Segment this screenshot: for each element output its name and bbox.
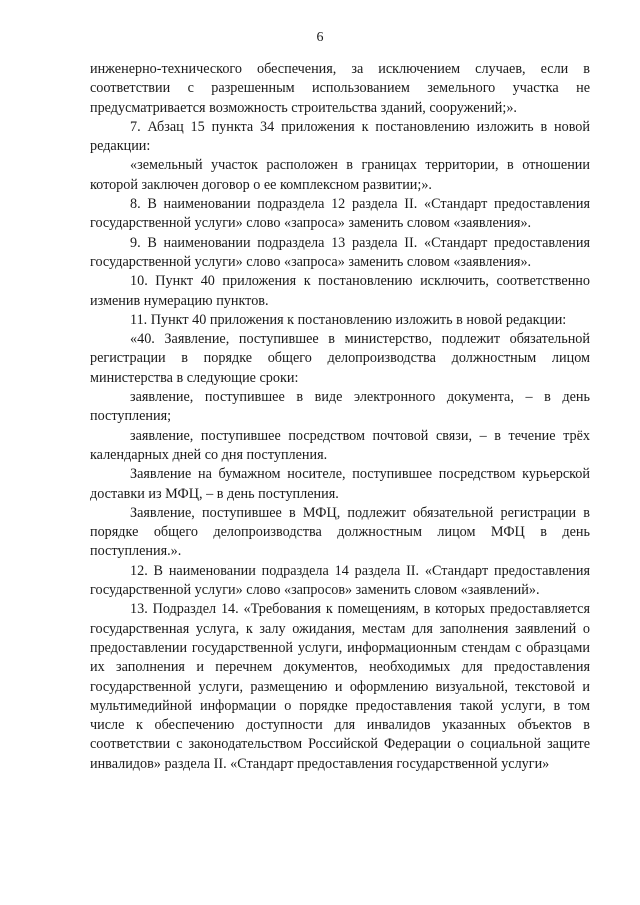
paragraph-mfc: Заявление, поступившее в МФЦ, подлежит обязательной регистрации в порядке общего делопроизводства должностным лицом МФЦ в день поступления.».: [90, 504, 590, 560]
paragraph-item-9: 9. В наименовании подраздела 13 раздела II. «Стандарт предоставления государственной услуги» слово «запроса» заменить словом «заявления».: [90, 234, 590, 270]
document-body: [90, 60, 590, 774]
paragraph-item-12: 12. В наименовании подраздела 14 раздела II. «Стандарт предоставления государственной услуги» слово «запросов» заменить словом «заявлений».: [90, 562, 590, 599]
page-number: 6: [316, 30, 324, 45]
paragraph-continuation: инженерно-технического обеспечения, за исключением случаев, если в соответствии с разрешенным использованием земельного участка не предусматривается возможность строительства зданий, сооружений;».: [90, 61, 590, 116]
paragraph-item-13: 13. Подраздел 14. «Требования к помещениям, в которых предоставляется государственная услуга, к залу ожидания, местам для заполнения заявлений о предоставлении государственной услуги, информационным стендам с образцами их заполнения и перечнем документов, необходимых для предоставления государственной услуги, размещению и оформлению визуальной, текстовой и мультимедийной информации о порядке предоставления такой услуги, в том числе к обеспечению доступности для инвалидов указанных объектов в соответствии с законодательством Российской Федерации о социальной защите инвалидов» раздела II. «Стандарт предоставления государственной услуги»: [90, 601, 590, 772]
paragraph-item-8: 8. В наименовании подраздела 12 раздела II. «Стандарт предоставления государственной услуги» слово «запроса» заменить словом «заявления».: [90, 196, 590, 232]
paragraph-paper-courier: Заявление на бумажном носителе, поступившее посредством курьерской доставки из МФЦ, – в день поступления.: [90, 466, 590, 502]
paragraph-item-7: 7. Абзац 15 пункта 34 приложения к постановлению изложить в новой редакции:: [90, 118, 590, 155]
paragraph-item-11: 11. Пункт 40 приложения к постановлению изложить в новой редакции:: [130, 311, 567, 328]
paragraph-electronic: заявление, поступившее в виде электронного документа, – в день поступления;: [90, 389, 590, 425]
paragraph-quote-40: «40. Заявление, поступившее в министерство, подлежит обязательной регистрации в порядке общего делопроизводства должностным лицом министерства в следующие сроки:: [90, 331, 590, 386]
paragraph-item-10: 10. Пункт 40 приложения к постановлению исключить, соответственно изменив нумерацию пунктов.: [90, 273, 590, 309]
paragraph-quote-land-plot: «земельный участок расположен в границах территории, в отношении которой заключен договор о ее комплексном развитии;».: [90, 157, 590, 193]
paragraph-postal: заявление, поступившее посредством почтовой связи, – в течение трёх календарных дней со дня поступления.: [90, 427, 590, 463]
